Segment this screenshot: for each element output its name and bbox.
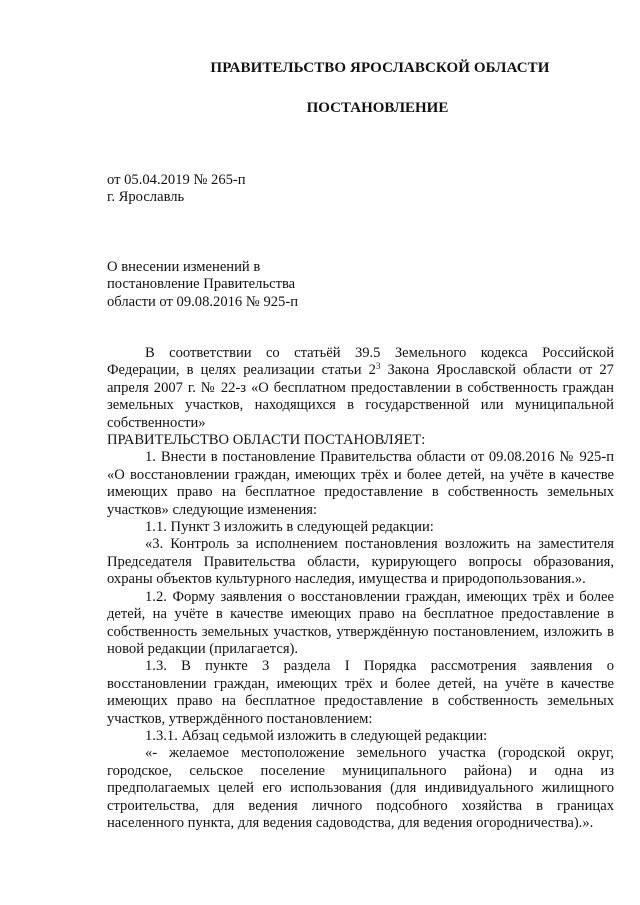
organization-heading: ПРАВИТЕЛЬСТВО ЯРОСЛАВСКОЙ ОБЛАСТИ: [210, 60, 550, 76]
date-number: от 05.04.2019 № 265-п: [107, 172, 246, 188]
subject-line-2: постановление Правительства: [107, 276, 296, 293]
preamble-superscript: 3: [375, 361, 381, 372]
preamble-paragraph: [107, 345, 614, 432]
document-type-heading: ПОСТАНОВЛЕНИЕ: [306, 100, 449, 116]
item-1-2: 1.2. Форму заявления о восстановлении граждан, имеющих трёх и более детей, на учёте в качестве имеющих право на бесплатное предоставление в собственность земельных участков, утверждённую постановлением, изложить в новой редакции (прилагается).: [107, 588, 614, 657]
item-1-1: 1.1. Пункт 3 изложить в следующей редакции:: [145, 519, 434, 536]
city: г. Ярославль: [107, 189, 185, 206]
subject-line-1: О внесении изменений в: [107, 259, 261, 275]
item-1-1-quote: «3. Контроль за исполнением постановления возложить на заместителя Председателя Правительства области, курирующего вопросы образования, охраны объектов культурного наследия, имущества и природопользования.».: [107, 536, 614, 588]
preamble-part-1: В соответствии со статьёй 39.5 Земельного кодекса Российской Федерации, в целях реализации статьи 2: [107, 345, 614, 379]
decree-line: ПРАВИТЕЛЬСТВО ОБЛАСТИ ПОСТАНОВЛЯЕТ:: [107, 432, 426, 449]
item-1-3-1: 1.3.1. Абзац седьмой изложить в следующей редакции:: [145, 727, 488, 744]
subject-line-3: области от 09.08.2016 № 925-п: [107, 293, 299, 310]
document-body: [107, 345, 614, 832]
document-subject: [107, 259, 298, 311]
item-1-3: 1.3. В пункте 3 раздела I Порядка рассмотрения заявления о восстановлении граждан, имеющих трёх и более детей, на учёте в качестве имеющих право на бесплатное предоставление в собственность земельных участков, утверждённого постановлением:: [107, 658, 614, 727]
document-meta: [107, 172, 246, 207]
item-1: 1. Внести в постановление Правительства области от 09.08.2016 № 925-п «О восстановлении граждан, имеющих трёх и более детей, на учёте в качестве имеющих право на бесплатное предоставление в собственность земельных участков» следующие изменения:: [107, 449, 614, 518]
preamble-part-2: Закона Ярославской области от 27 апреля 2007 г. № 22-з «О бесплатном предоставлении в собственность граждан земельных участков, находящихся в государственной или муниципальной собственности»: [107, 362, 614, 431]
item-1-3-1-quote: «- желаемое местоположение земельного участка (городской округ, городское, сельское поселение муниципального района) и одна из предполагаемых целей его использования (для индивидуального жилищного строительства, для ведения личного подсобного хозяйства в границах населенного пункта, для ведения садоводства, для ведения огородничества).».: [107, 745, 614, 831]
